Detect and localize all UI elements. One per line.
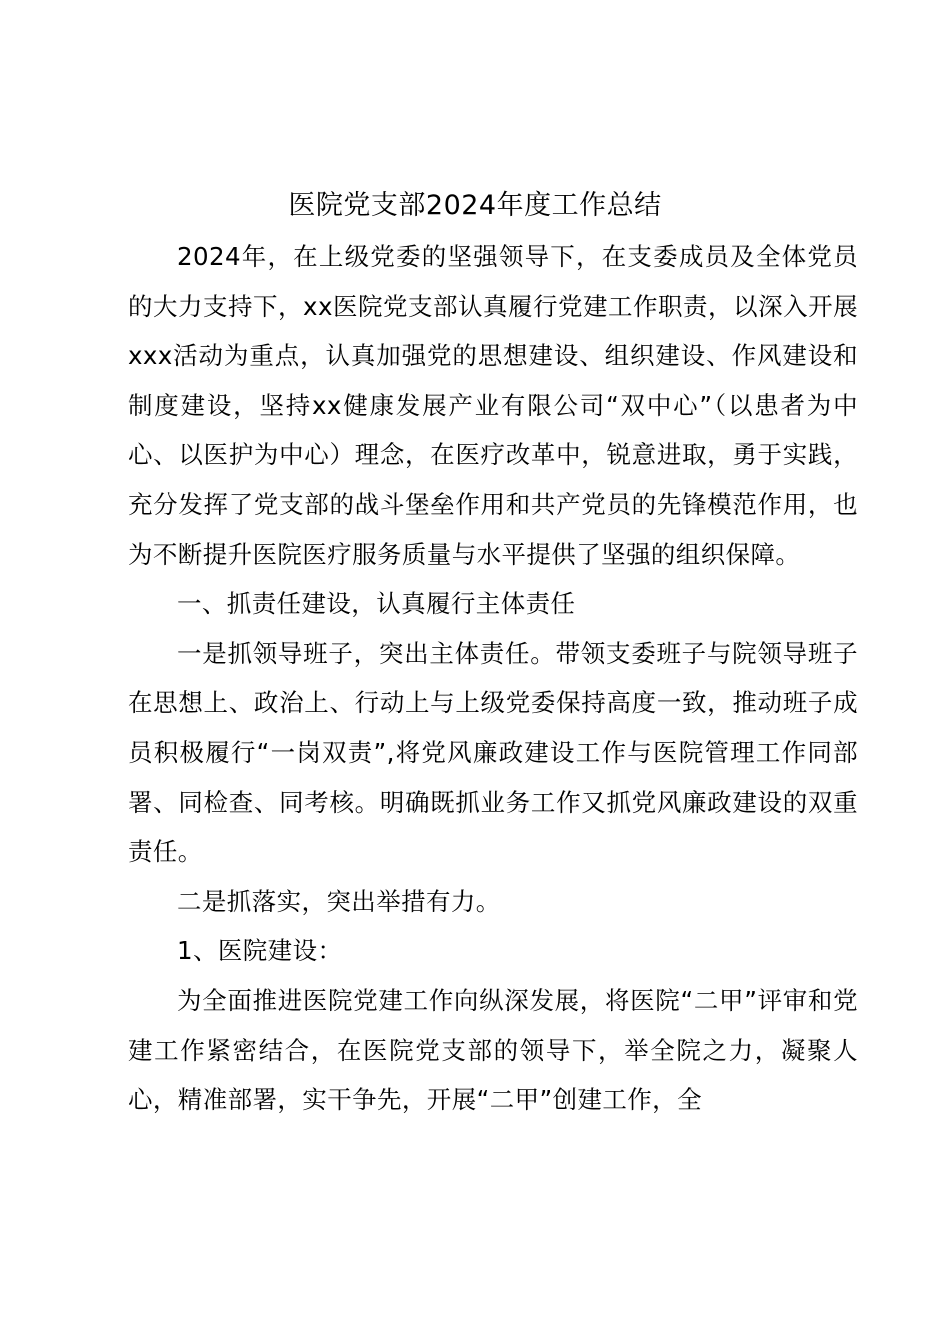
paragraph-intro: 2024年，在上级党委的坚强领导下，在支委成员及全体党员的大力支持下，xx医院党支部认真履行党建工作职责，以深入开展xxx活动为重点，认真加强党的思想建设、组织建设、作风建设和制度建设，坚持xx健康发展产业有限公司“双中心”（以患者为中心、以医护为中心）理念，在医疗改革中，锐意进取，勇于实践，充分发挥了党支部的战斗堡垒作用和共产党员的先锋模范作用，也为不断提升医院医疗服务质量与水平提供了坚强的组织保障。 [128, 242, 858, 569]
subheading-hospital-construction: 1、医院建设： [177, 936, 343, 966]
paragraph-implementation: 二是抓落实，突出举措有力。 [177, 886, 501, 916]
paragraph-leadership: 一是抓领导班子，突出主体责任。带领支委班子与院领导班子在思想上、政治上、行动上与上级党委保持高度一致，推动班子成员积极履行“一岗双责”,将党风廉政建设工作与医院管理工作同部署、同检查、同考核。明确既抓业务工作又抓党风廉政建设的双重责任。 [128, 638, 858, 867]
section-heading-1: 一、抓责任建设，认真履行主体责任 [177, 589, 576, 619]
document-body [128, 232, 858, 1125]
paragraph-construction: 为全面推进医院党建工作向纵深发展，将医院“二甲”评审和党建工作紧密结合，在医院党支部的领导下，举全院之力，凝聚人心，精准部署，实干争先，开展“二甲”创建工作，全 [128, 985, 858, 1115]
document-title: 医院党支部2024年度工作总结 [288, 190, 662, 221]
